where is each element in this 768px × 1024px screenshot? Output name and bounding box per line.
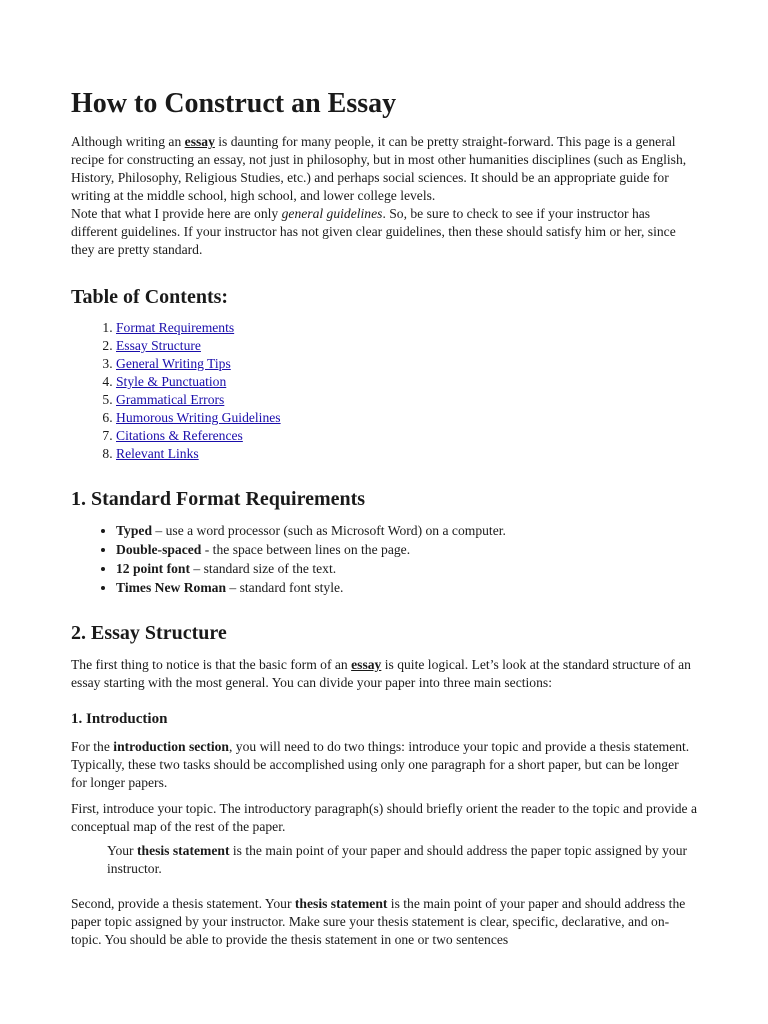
format-term: Typed [116,523,153,538]
toc-link-relevant-links[interactable]: Relevant Links [116,446,199,461]
format-description: – use a word processor (such as Microsoft Word) on a computer. [152,523,506,538]
toc-item [116,337,697,355]
page-title: How to Construct an Essay [71,88,397,119]
structure-paragraph [71,656,697,692]
document-page [71,86,697,949]
section-2-heading: 2. Essay Structure [71,622,227,644]
second-bold: thesis statement [294,896,388,911]
introduction-paragraph [71,738,697,792]
intro-p1-text-b: is daunting for many people, it can be pretty straight-forward. This page is a general recipe for constructing an essay, not just in philosophy, but in most other humanities disciplines (such as English, History, Philosophy, Religious Studies, etc.) and perhaps social sciences. It should be an appropriate guide for writing at the middle school, high school, and lower college levels. [71,134,687,203]
toc-heading: Table of Contents: [71,286,229,308]
format-description: - the space between lines on the page. [201,542,411,557]
second-paragraph [71,895,697,949]
format-term: 12 point font [116,561,191,576]
intro-p1-text-a: Although writing an [71,134,185,149]
introduction-heading: 1. Introduction [71,711,168,727]
toc-link-grammatical-errors[interactable]: Grammatical Errors [116,392,225,407]
intro-p2-text-a: Note that what I provide here are only [71,206,282,221]
section-1-heading: 1. Standard Format Requirements [71,488,366,510]
second-text-a: Second, provide a thesis statement. Your [71,896,295,911]
toc-item [116,319,697,337]
format-description: – standard font style. [226,580,344,595]
quote-bold: thesis statement [136,843,230,858]
toc-link-essay-structure[interactable]: Essay Structure [116,338,201,353]
quote-text-a: Your [107,843,137,858]
intro-sec-bold: introduction section [113,739,229,754]
essay-link-2[interactable]: essay [351,657,382,672]
intro-sec-text-a: For the [71,739,114,754]
general-guidelines-emphasis: general guidelines [281,206,383,221]
format-term: Double-spaced [116,542,202,557]
first-paragraph: First, introduce your topic. The introductory paragraph(s) should briefly orient the reader to the topic and provide a conceptual map of the rest of the paper. [71,801,698,834]
table-of-contents [71,319,697,463]
toc-link-style-punctuation[interactable]: Style & Punctuation [116,374,227,389]
toc-link-citations-references[interactable]: Citations & References [116,428,243,443]
structure-text-a: The first thing to notice is that the basic form of an [71,657,352,672]
format-description: – standard size of the text. [190,561,337,576]
toc-item [116,373,697,391]
list-item [116,521,697,540]
list-item [116,578,697,597]
list-item [116,540,697,559]
toc-item [116,391,697,409]
quote-text-b: is the main point of your paper and should address the paper topic assigned by your instructor. [107,843,688,876]
toc-link-format-requirements[interactable]: Format Requirements [116,320,235,335]
intro-section [71,133,697,259]
format-term: Times New Roman [116,580,227,595]
toc-item [116,355,697,373]
toc-item [116,445,697,463]
toc-item [116,409,697,427]
structure-text-b: is quite logical. Let’s look at the standard structure of an essay starting with the most general. You can divide your paper into three main sections: [71,657,691,690]
format-requirements-list [71,521,697,597]
thesis-quote [107,842,697,878]
essay-link[interactable]: essay [184,134,215,149]
toc-item [116,427,697,445]
toc-link-general-writing-tips[interactable]: General Writing Tips [116,356,231,371]
list-item [116,559,697,578]
intro-sec-text-b: , you will need to do two things: introduce your topic and provide a thesis statement. Typically, these two tasks should be accomplished using only one paragraph for a short paper, but can be longer for longer papers. [71,739,690,790]
second-text-b: is the main point of your paper and should address the paper topic assigned by your instructor. Make sure your thesis statement is clear, specific, declarative, and on-topic. You should be able to provide the thesis statement in one or two sentences [71,896,686,947]
intro-paragraph-2 [71,205,697,259]
toc-link-humorous-writing[interactable]: Humorous Writing Guidelines [116,410,281,425]
intro-paragraph-1 [71,133,697,205]
intro-p2-text-b: . So, be sure to check to see if your instructor has different guidelines. If your instructor has not given clear guidelines, then these should satisfy him or her, since they are pretty standard. [71,206,676,257]
